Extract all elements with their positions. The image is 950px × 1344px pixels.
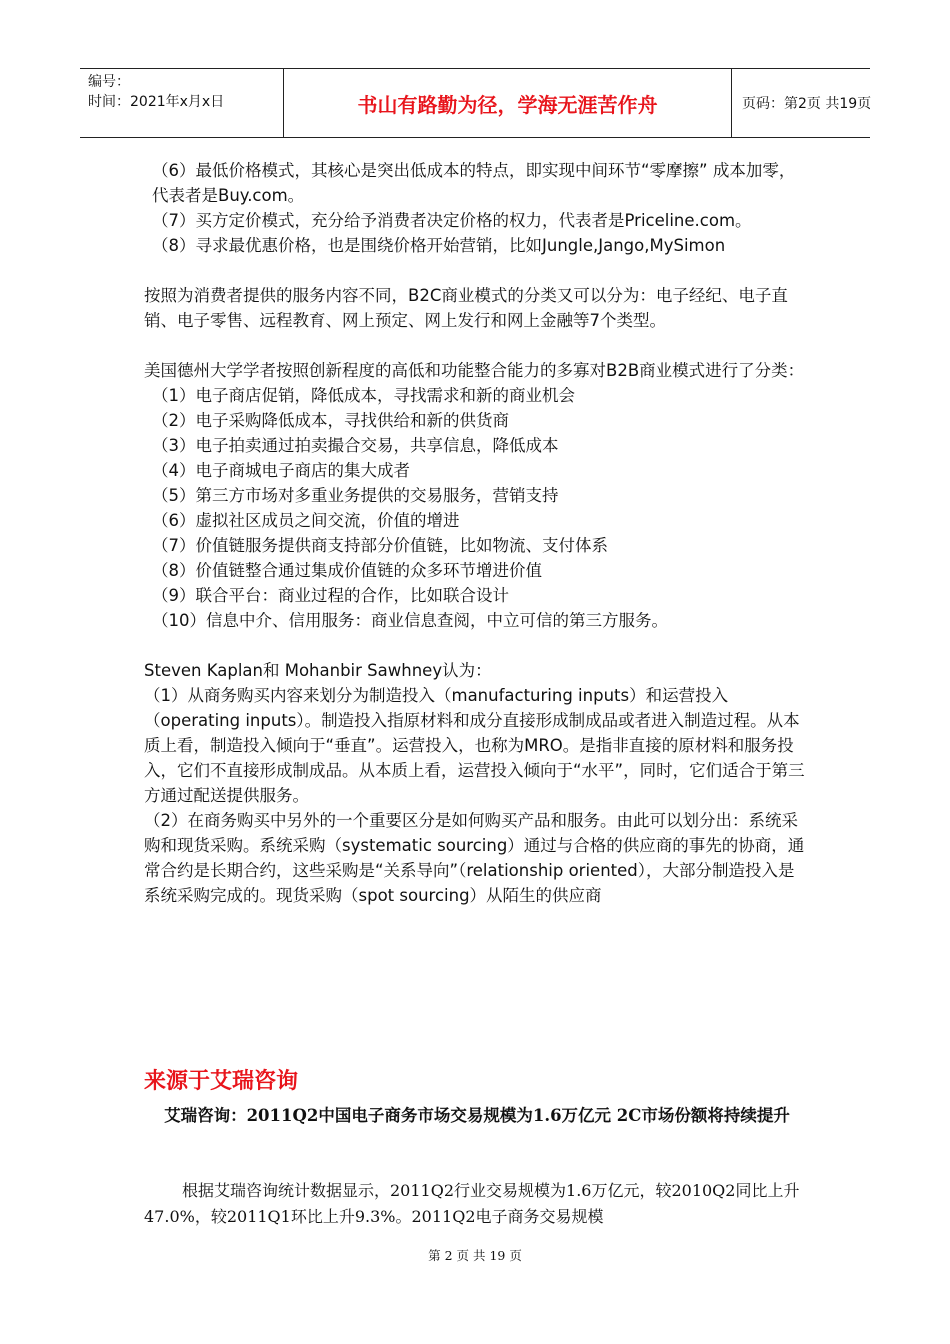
paragraph-gap bbox=[144, 333, 810, 358]
article-title: 艾瑞咨询：2011Q2中国电子商务市场交易规模为1.6万亿元 2C市场份额将持续提升 bbox=[164, 1106, 790, 1125]
list-item: （6）虚拟社区成员之间交流，价值的增进 bbox=[152, 511, 460, 530]
header-motto: 书山有路勤为径，学海无涯苦作舟 bbox=[284, 69, 732, 137]
page-header bbox=[80, 68, 870, 138]
list-item: （2）电子采购降低成本，寻找供给和新的供货商 bbox=[152, 411, 509, 430]
header-meta bbox=[80, 69, 284, 137]
header-number-label: 编号： bbox=[88, 74, 130, 90]
list-item: （4）电子商城电子商店的集大成者 bbox=[152, 461, 410, 480]
page-footer: 第 2 页 共 19 页 bbox=[428, 1248, 522, 1263]
article-body: 根据艾瑞咨询统计数据显示，2011Q2行业交易规模为1.6万亿元，较2010Q2同比上升47.0%，较2011Q1环比上升9.3%。2011Q2电子商务交易规模 bbox=[144, 1181, 800, 1226]
paragraph-kaplan-1: （1）从商务购买内容来划分为制造投入（manufacturing inputs）和运营投入（operating inputs）。制造投入指原材料和成分直接形成制成品或者进入制造过程。从本质上看，制造投入倾向于“垂直”。运营投入，也称为MRO。是指非直接的原材料和服务投入，它们不直接形成制成品。从本质上看，运营投入倾向于“水平”，同时，它们适合于第三方通过配送提供服务。 bbox=[144, 686, 805, 805]
list-item: （9）联合平台：商业过程的合作，比如联合设计 bbox=[152, 586, 509, 605]
list-item: （8）价值链整合通过集成价值链的众多环节增进价值 bbox=[152, 561, 542, 580]
list-item: （5）第三方市场对多重业务提供的交易服务，营销支持 bbox=[152, 486, 559, 505]
paragraph-gap bbox=[144, 633, 810, 658]
paragraph-item: （6）最低价格模式，其核心是突出低成本的特点，即实现中间环节“零摩擦” 成本加零，代表者是Buy.com。 bbox=[152, 161, 796, 205]
document-body bbox=[144, 158, 810, 908]
paragraph-b2c: 按照为消费者提供的服务内容不同，B2C商业模式的分类又可以分为：电子经纪、电子直销、电子零售、远程教育、网上预定、网上发行和网上金融等7个类型。 bbox=[144, 286, 788, 330]
list-item: （7）价值链服务提供商支持部分价值链，比如物流、支付体系 bbox=[152, 536, 608, 555]
source-heading: 来源于艾瑞咨询 bbox=[144, 1069, 299, 1094]
paragraph-item: （8）寻求最优惠价格，也是围绕价格开始营销，比如Jungle,Jango,MySimon bbox=[152, 236, 726, 255]
paragraph-kaplan-intro: Steven Kaplan和 Mohanbir Sawhney认为： bbox=[144, 661, 492, 680]
header-date-label: 时间：2021年x月x日 bbox=[88, 94, 225, 110]
paragraph-b2b-intro: 美国德州大学学者按照创新程度的高低和功能整合能力的多寡对B2B商业模式进行了分类： bbox=[144, 361, 805, 380]
list-item: （3）电子拍卖通过拍卖撮合交易，共享信息，降低成本 bbox=[152, 436, 559, 455]
list-item: （10）信息中介、信用服务：商业信息查阅，中立可信的第三方服务。 bbox=[152, 611, 668, 630]
paragraph-item: （7）买方定价模式，充分给予消费者决定价格的权力，代表者是Priceline.com。 bbox=[152, 211, 752, 230]
paragraph-gap bbox=[144, 258, 810, 283]
header-page-label: 页码：第2页 共19页 bbox=[742, 96, 872, 112]
list-item: （1）电子商店促销，降低成本，寻找需求和新的商业机会 bbox=[152, 386, 575, 405]
paragraph-kaplan-2: （2）在商务购买中另外的一个重要区分是如何购买产品和服务。由此可以划分出：系统采购和现货采购。系统采购（systematic sourcing）通过与合格的供应商的事先的协商，通常合约是长期合约，这些采购是“关系导向”（relationship oriented），大部分制造投入是系统采购完成的。现货采购（spot sourcing）从陌生的供应商 bbox=[144, 811, 805, 905]
